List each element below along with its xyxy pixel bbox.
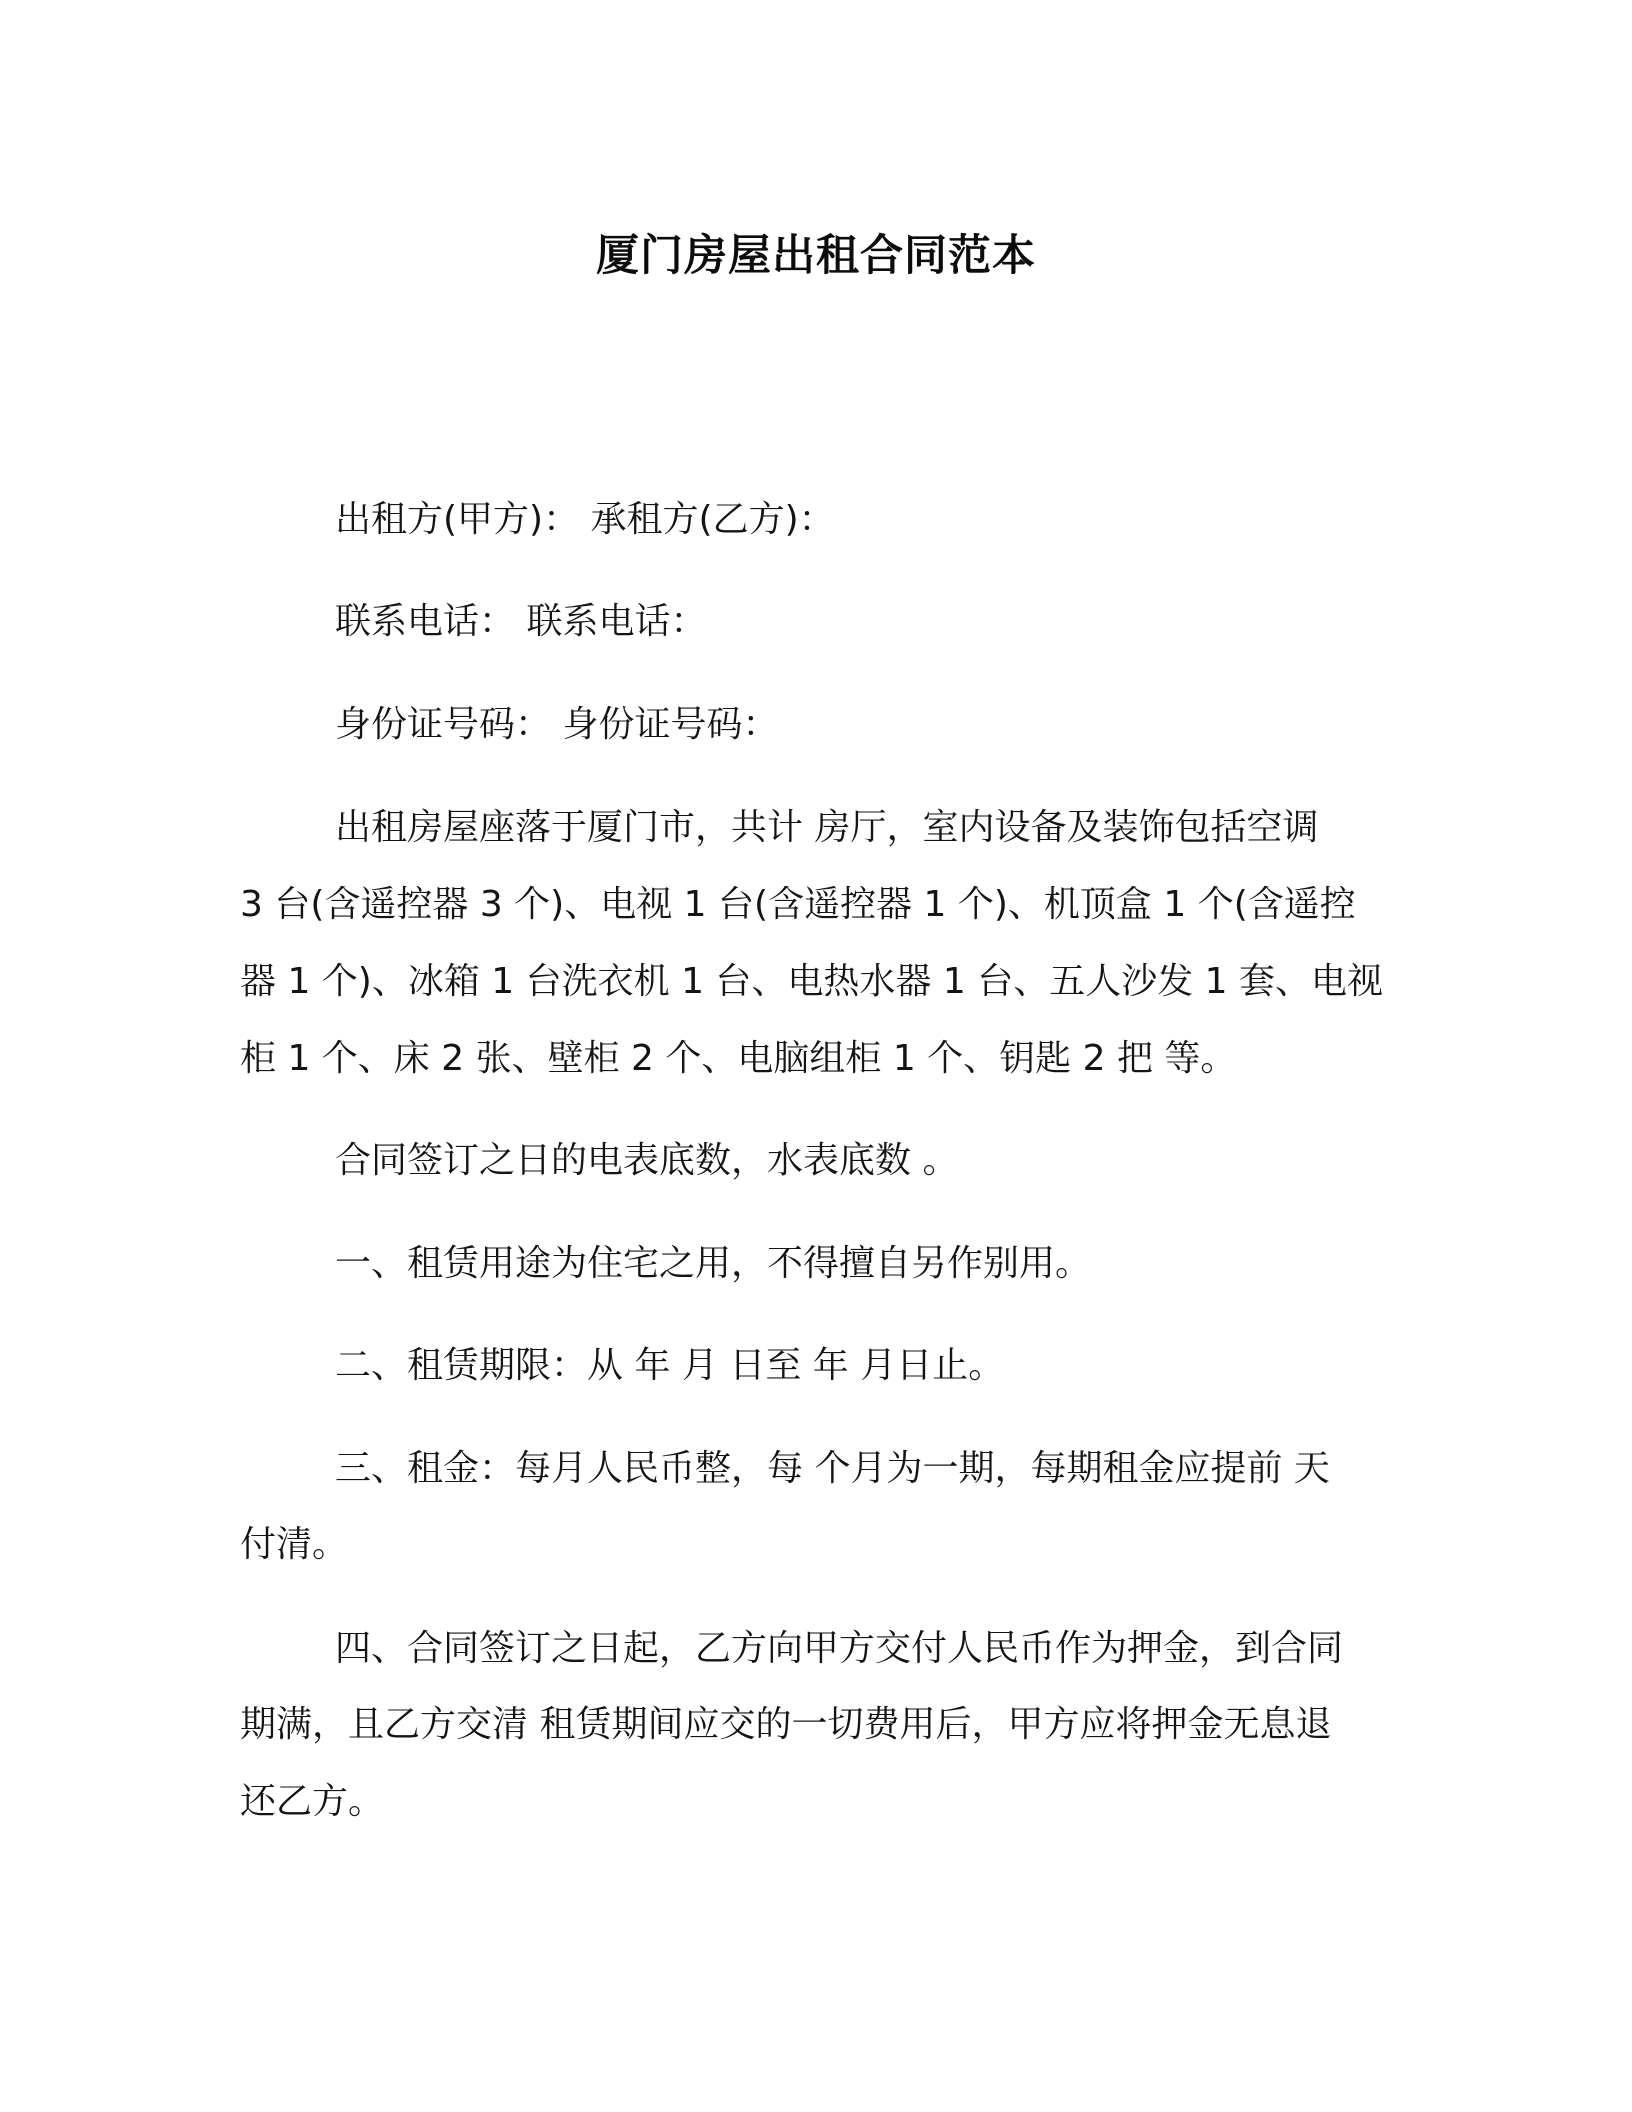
clause-3-line-2: 付清。: [240, 1524, 349, 1565]
property-paragraph-line-1: 出租房屋座落于厦门市，共计 房厅，室内设备及装饰包括空调: [335, 807, 1319, 848]
clause-2-line: 二、租赁期限：从 年 月 日至 年 月日止。: [335, 1345, 1005, 1386]
document-title: 厦门房屋出租合同范本: [596, 231, 1036, 281]
party-names-line: 出租方(甲方)： 承租方(乙方)：: [335, 499, 835, 540]
property-paragraph-line-2: 3 台(含遥控器 3 个)、电视 1 台(含遥控器 1 个)、机顶盒 1 个(含遥控: [240, 884, 1356, 925]
phone-line: 联系电话： 联系电话：: [335, 601, 707, 642]
clause-1-line: 一、租赁用途为住宅之用，不得擅自另作别用。: [335, 1243, 1092, 1284]
property-paragraph-line-3: 器 1 个)、冰箱 1 台洗衣机 1 台、电热水器 1 台、五人沙发 1 套、电视: [240, 961, 1384, 1002]
clause-3-line-1: 三、租金：每月人民币整，每 个月为一期，每期租金应提前 天: [335, 1448, 1330, 1489]
clause-4-line-2: 期满，且乙方交清 租赁期间应交的一切费用后，甲方应将押金无息退: [240, 1704, 1332, 1745]
clause-4-line-1: 四、合同签订之日起，乙方向甲方交付人民币作为押金，到合同: [335, 1628, 1344, 1669]
id-number-line: 身份证号码： 身份证号码：: [335, 704, 779, 745]
meter-reading-line: 合同签订之日的电表底数，水表底数 。: [335, 1140, 959, 1181]
property-paragraph-line-4: 柜 1 个、床 2 张、壁柜 2 个、电脑组柜 1 个、钥匙 2 把 等。: [240, 1038, 1237, 1079]
clause-4-line-3: 还乙方。: [240, 1781, 385, 1822]
